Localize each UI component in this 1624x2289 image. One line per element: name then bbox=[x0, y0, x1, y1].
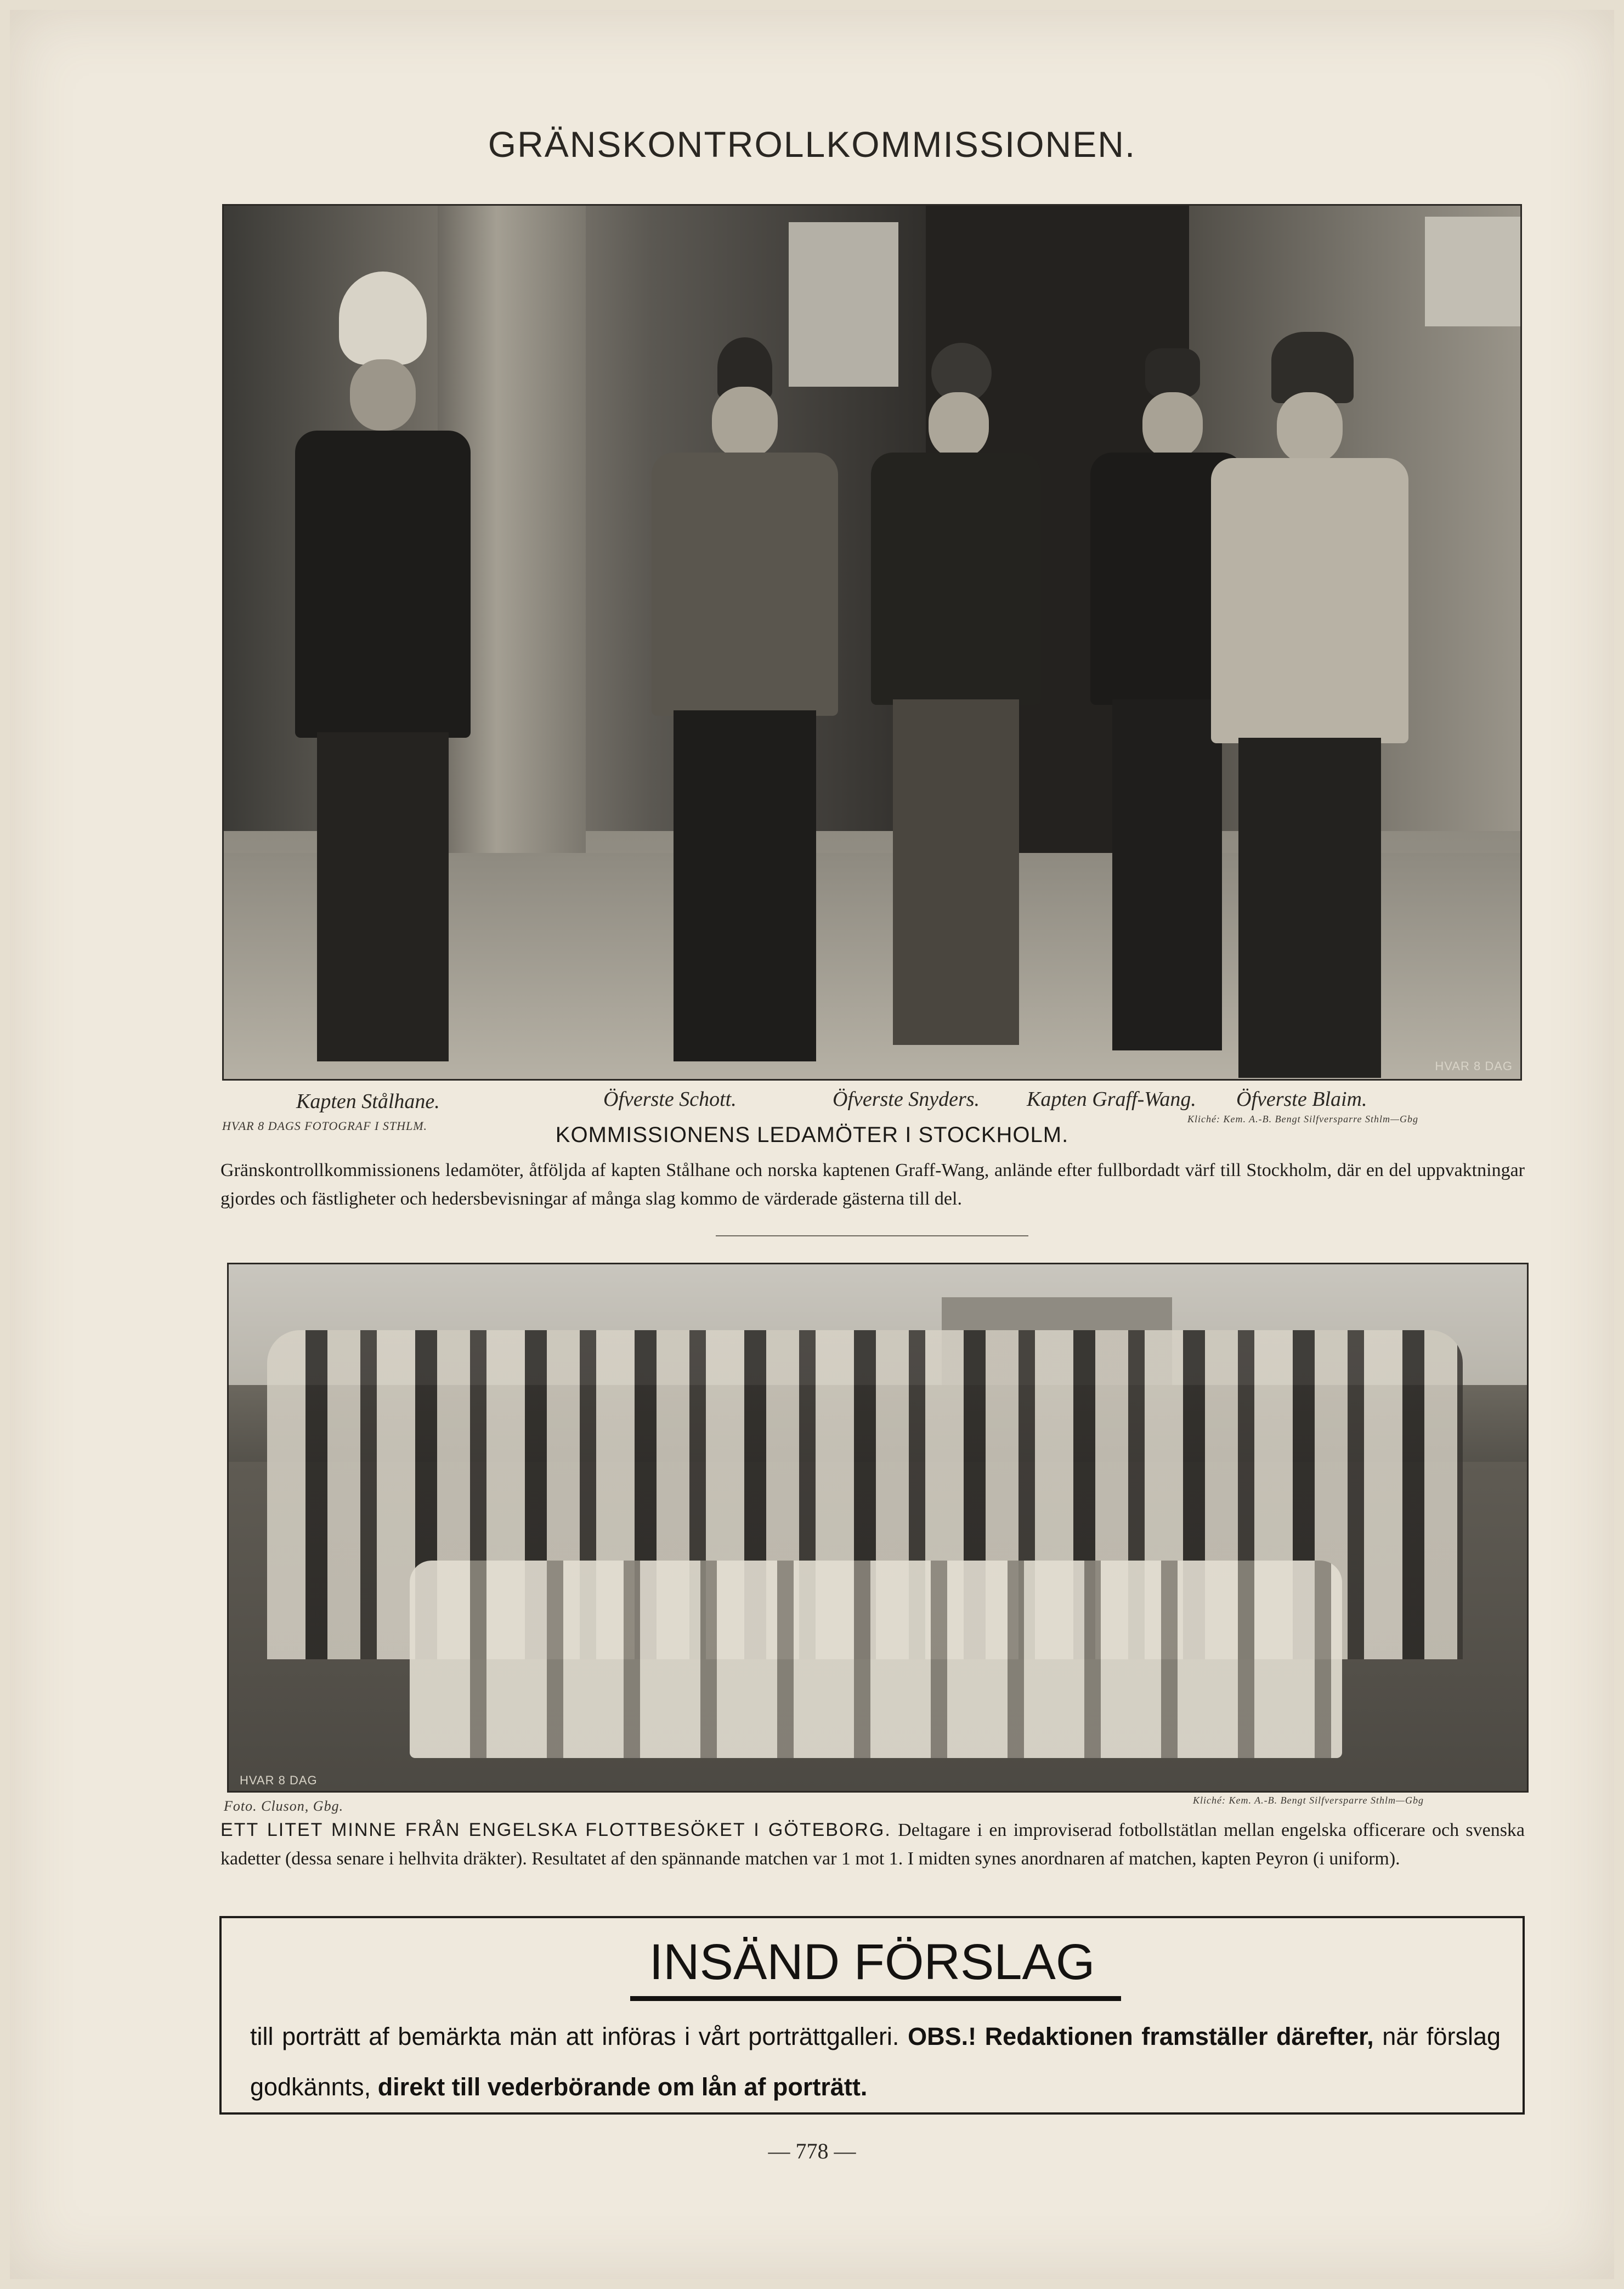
caption-name-schott: Öfverste Schott. bbox=[603, 1088, 737, 1111]
photo-watermark: HVAR 8 DAG bbox=[240, 1773, 318, 1787]
commission-members-photo bbox=[222, 204, 1522, 1081]
football-teams-photo bbox=[227, 1263, 1529, 1793]
officer-figure-2 bbox=[641, 337, 849, 1061]
caption-name-blaim: Öfverste Blaim. bbox=[1236, 1088, 1367, 1111]
right-window bbox=[1425, 217, 1520, 326]
photo1-cliche-credit: Kliché: Kem. A.-B. Bengt Silfversparre Sthlm—Gbg bbox=[1187, 1114, 1418, 1124]
announcement-box bbox=[219, 1916, 1525, 2115]
page-number: — 778 — bbox=[768, 2139, 856, 2163]
announcement-text-4: direkt till vederbörande om lån af porträtt. bbox=[377, 2073, 868, 2101]
photo2-caption-heading: ETT LITET MINNE FRÅN ENGELSKA FLOTTBESÖKET I GÖTEBORG. bbox=[220, 1819, 891, 1840]
photo2-caption-paragraph: Deltagare i en improviserad fotbollstätlan mellan engelska officerare och svenska kadetter (dessa senare i helhvita dräkter). Resultatet af den spännande matchen var 1 mot 1. I midten synes anordnaren af matchen, kapten Peyron (i uniform). bbox=[220, 1820, 1525, 1869]
caption-name-snyders: Öfverste Snyders. bbox=[833, 1088, 980, 1111]
announcement-text-1: till porträtt af bemärkta män att införas i vårt porträttgalleri. bbox=[250, 2022, 899, 2050]
caption-name-stalhane: Kapten Stålhane. bbox=[296, 1090, 440, 1113]
announcement-title: INSÄND FÖRSLAG bbox=[649, 1934, 1095, 1990]
announcement-title-underline bbox=[630, 1996, 1121, 2001]
caption-name-graff-wang: Kapten Graff-Wang. bbox=[1027, 1088, 1196, 1111]
officer-figure-3 bbox=[865, 343, 1046, 1045]
photo2-cliche-credit: Kliché: Kem. A.-B. Bengt Silfversparre Sthlm—Gbg bbox=[1193, 1795, 1424, 1806]
officer-figure-1 bbox=[284, 272, 482, 1061]
photo1-photographer-credit: HVAR 8 DAGS FOTOGRAF I STHLM. bbox=[222, 1119, 428, 1133]
announcement-text-2: OBS.! Redaktionen framställer därefter, bbox=[908, 2022, 1374, 2050]
page-title: GRÄNSKONTROLLKOMMISSIONEN. bbox=[488, 124, 1136, 165]
photo2-photographer-credit: Foto. Cluson, Gbg. bbox=[224, 1798, 344, 1814]
photo1-caption-heading: KOMMISSIONENS LEDAMÖTER I STOCKHOLM. bbox=[555, 1123, 1069, 1147]
announcement-text bbox=[250, 2011, 1501, 2112]
photo-watermark: HVAR 8 DAG bbox=[1435, 1059, 1513, 1073]
section-divider bbox=[716, 1235, 1028, 1236]
officer-figure-5 bbox=[1200, 332, 1419, 1078]
photo2-caption bbox=[220, 1816, 1525, 1873]
seated-row bbox=[410, 1561, 1342, 1758]
announcement-text-3: när förslag godkännts, bbox=[250, 2022, 1501, 2101]
photo1-caption-paragraph: Gränskontrollkommissionens ledamöter, åtföljda af kapten Stålhane och norska kaptenen Graff-Wang, anlände efter fullbordadt värf till Stockholm, där en del uppvaktningar gjordes och fästligheter och hedersbevisningar af många slag kommo de värderade gästerna till del. bbox=[220, 1160, 1525, 1209]
